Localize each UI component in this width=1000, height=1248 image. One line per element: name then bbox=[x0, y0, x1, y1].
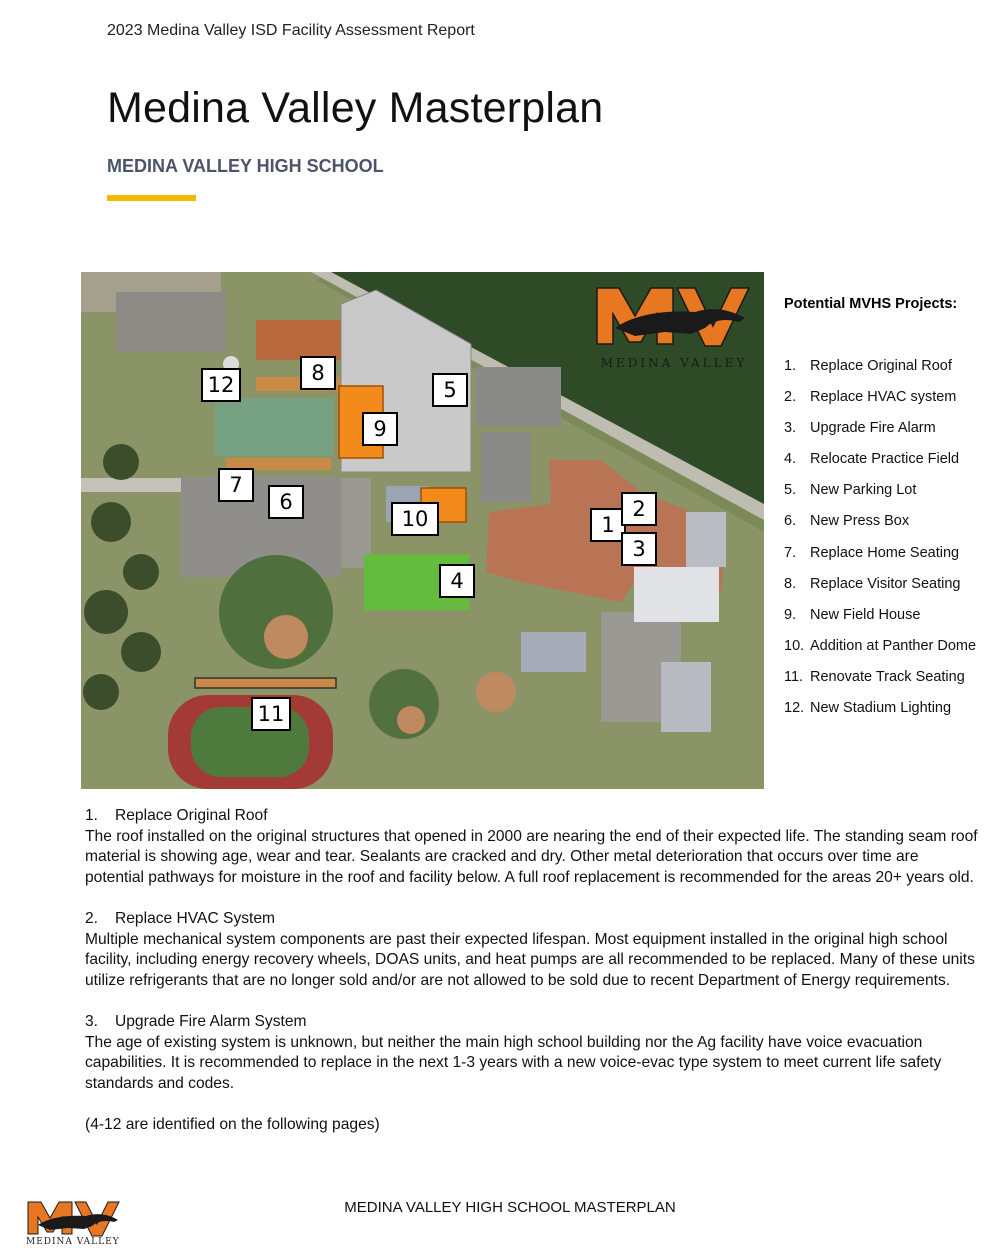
map-marker-9: 9 bbox=[362, 412, 398, 446]
map-marker-3: 3 bbox=[621, 532, 657, 566]
body-text bbox=[85, 806, 980, 1136]
footer-logo-wordmark: MEDINA VALLEY bbox=[26, 1237, 120, 1247]
page-subtitle: MEDINA VALLEY HIGH SCHOOL bbox=[107, 156, 384, 176]
section-number: 1. bbox=[85, 807, 99, 824]
project-label: Addition at Panther Dome bbox=[810, 637, 977, 654]
section-fire-alarm bbox=[85, 1012, 980, 1094]
section-title-text: Replace Original Roof bbox=[115, 807, 268, 824]
map-marker-11: 11 bbox=[251, 697, 291, 731]
mv-logo-icon bbox=[595, 284, 753, 354]
project-number: 11. bbox=[784, 668, 804, 685]
project-label: New Field House bbox=[810, 606, 921, 623]
project-label: New Stadium Lighting bbox=[810, 700, 952, 717]
project-number: 6. bbox=[784, 513, 797, 530]
map-marker-8: 8 bbox=[300, 356, 336, 390]
project-number: 1. bbox=[784, 358, 797, 374]
section-number: 3. bbox=[85, 1012, 99, 1030]
page-title: Medina Valley Masterplan bbox=[107, 84, 604, 132]
project-item bbox=[784, 420, 1000, 451]
section-title bbox=[85, 806, 980, 827]
project-label: Replace Home Seating bbox=[810, 544, 960, 561]
project-list bbox=[784, 358, 1000, 731]
project-number: 5. bbox=[784, 482, 797, 499]
map-marker-12: 12 bbox=[201, 368, 241, 402]
section-title bbox=[85, 1012, 980, 1033]
project-label: Replace Original Roof bbox=[810, 358, 952, 374]
map-marker-10: 10 bbox=[391, 502, 439, 536]
projects-heading: Potential MVHS Projects: bbox=[784, 296, 958, 312]
map-marker-4: 4 bbox=[439, 564, 475, 598]
project-item bbox=[784, 451, 1000, 482]
report-header: 2023 Medina Valley ISD Facility Assessment Report bbox=[107, 22, 475, 39]
project-number: 7. bbox=[784, 544, 797, 561]
logo-wordmark: MEDINA VALLEY bbox=[600, 356, 748, 370]
district-logo bbox=[595, 284, 753, 370]
section-title-text: Replace HVAC System bbox=[115, 909, 276, 927]
project-item bbox=[784, 669, 1000, 700]
section-text: The roof installed on the original structures that opened in 2000 are nearing the end of their expected life. The standing seam roof material is showing age, wear and tear. Sealants are cracked and dry. Other metal deterioration that occurs over time are potential pathways for moisture in the roof and facility below. A full roof replacement is recommended for the areas 20+ years old. bbox=[85, 827, 978, 886]
project-item bbox=[784, 482, 1000, 513]
project-number: 4. bbox=[784, 451, 797, 468]
project-item bbox=[784, 545, 1000, 576]
project-label: Replace Visitor Seating bbox=[810, 575, 961, 592]
project-item bbox=[784, 389, 1000, 420]
project-label: Renovate Track Seating bbox=[810, 668, 965, 685]
footer-text: MEDINA VALLEY HIGH SCHOOL MASTERPLAN bbox=[344, 1199, 676, 1216]
section-text: The age of existing system is unknown, but neither the main high school building nor the Ag facility have voice evacuation capabilities. It is recommended to replace in the next 1-3 years with a new voice-evac type system to meet current life safety standards and codes. bbox=[85, 1033, 942, 1092]
project-item bbox=[784, 358, 1000, 389]
map-marker-5: 5 bbox=[432, 373, 468, 407]
map-marker-6: 6 bbox=[268, 485, 304, 519]
projects-panel bbox=[784, 296, 1000, 717]
project-number: 2. bbox=[784, 389, 797, 406]
project-label: Replace HVAC system bbox=[810, 389, 957, 406]
project-number: 12. bbox=[784, 700, 805, 717]
following-pages-note: (4-12 are identified on the following pages) bbox=[85, 1115, 380, 1133]
project-item bbox=[784, 638, 1000, 669]
project-item bbox=[784, 513, 1000, 544]
project-number: 10. bbox=[784, 637, 805, 654]
project-label: Upgrade Fire Alarm bbox=[810, 420, 936, 437]
map-marker-7: 7 bbox=[218, 468, 254, 502]
accent-bar bbox=[107, 195, 196, 201]
section-title bbox=[85, 909, 980, 930]
section-text: Multiple mechanical system components are past their expected lifespan. Most equipment installed in the original high school facility, including energy recovery wheels, DOAS units, and heat pumps are all recommended to be replaced. Many of these units utilize refrigerants that are no longer sold and/or are not allowed to be sold due to recent Department of Energy requirements. bbox=[85, 930, 975, 989]
project-item bbox=[784, 576, 1000, 607]
map-marker-1: 1 bbox=[590, 508, 626, 542]
section-roof bbox=[85, 806, 980, 888]
project-number: 8. bbox=[784, 575, 797, 592]
project-number: 3. bbox=[784, 420, 797, 437]
project-label: New Parking Lot bbox=[810, 482, 917, 499]
project-label: Relocate Practice Field bbox=[810, 451, 960, 468]
project-number: 9. bbox=[784, 606, 797, 623]
project-item bbox=[784, 607, 1000, 638]
project-label: New Press Box bbox=[810, 513, 910, 530]
section-hvac bbox=[85, 909, 980, 991]
map-marker-2: 2 bbox=[621, 492, 657, 526]
section-title-text: Upgrade Fire Alarm System bbox=[115, 1012, 307, 1030]
site-map bbox=[81, 272, 764, 789]
project-item bbox=[784, 700, 1000, 731]
section-number: 2. bbox=[85, 909, 99, 927]
